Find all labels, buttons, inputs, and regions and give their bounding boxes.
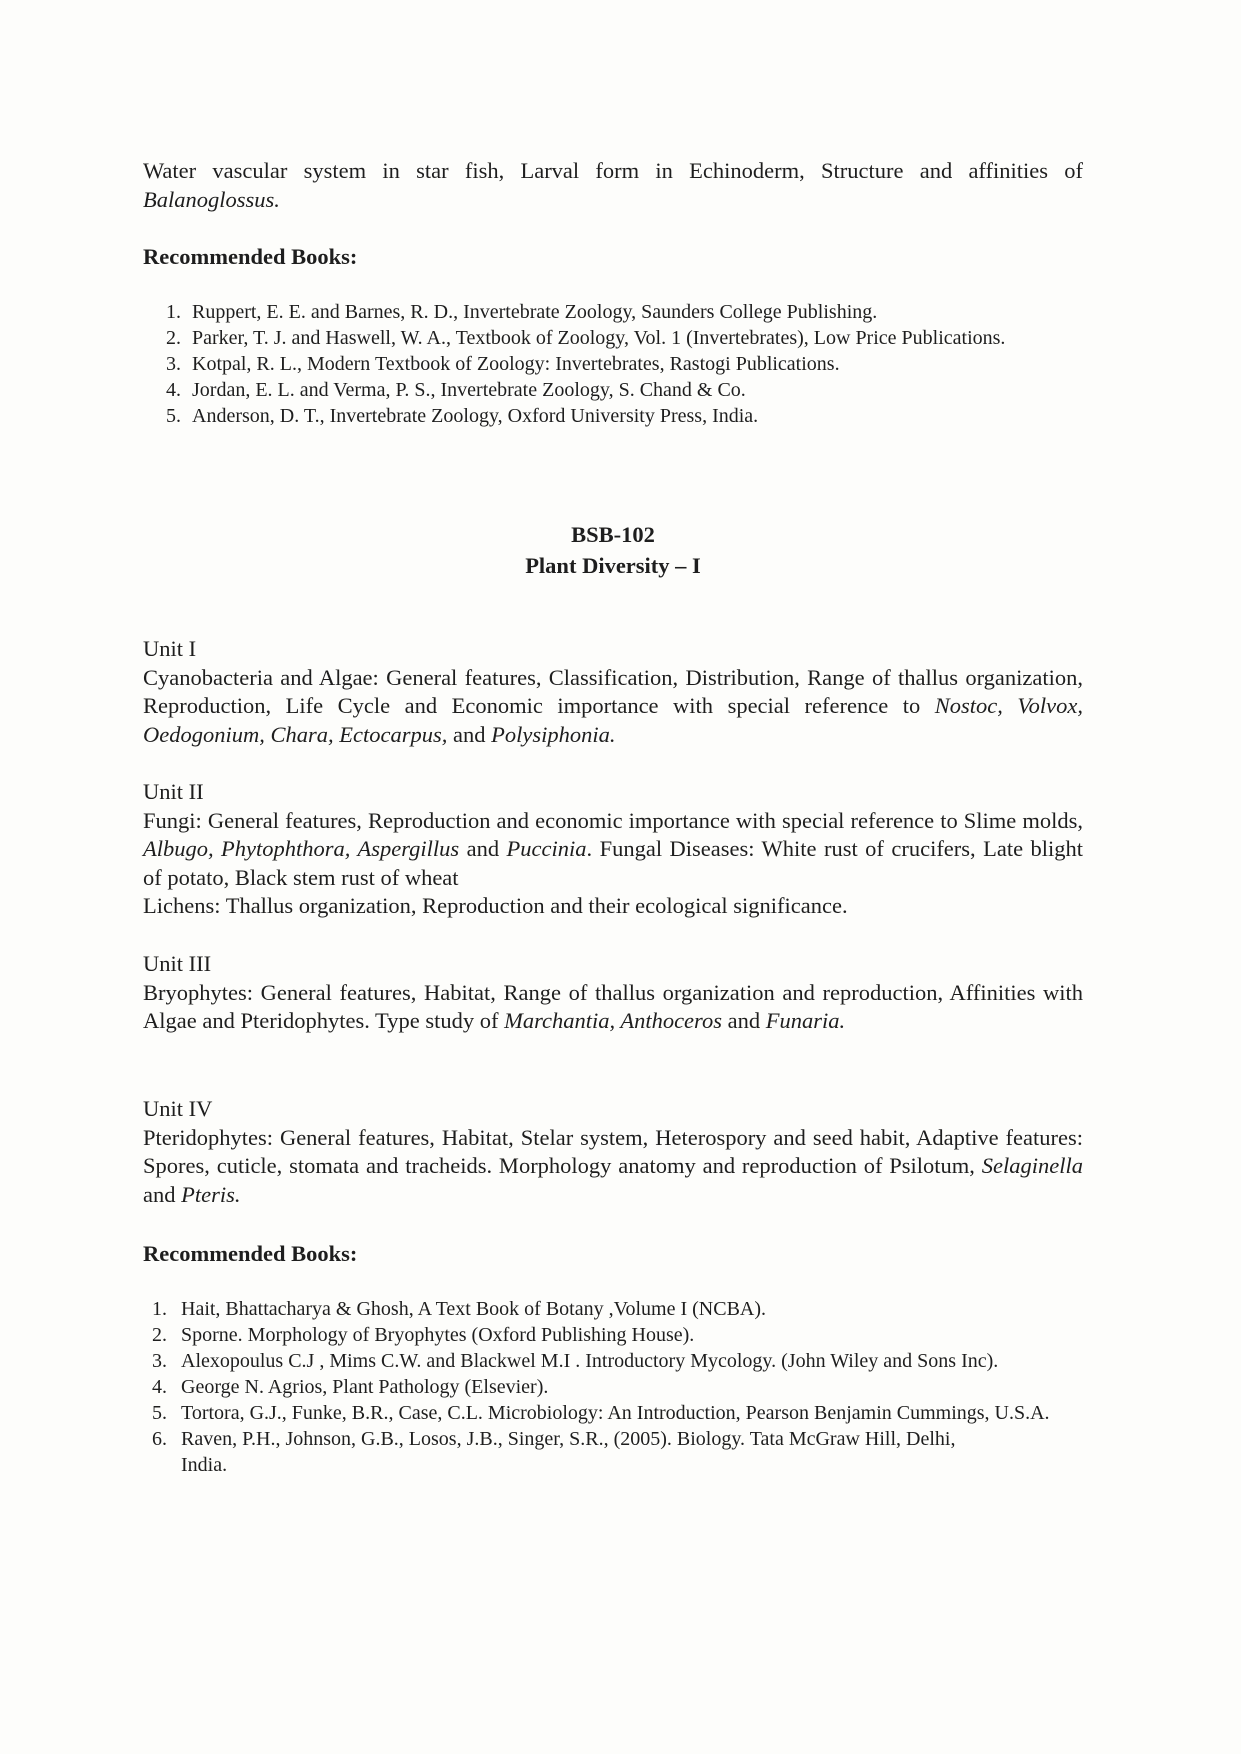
recommended-books-heading-2: Recommended Books:: [143, 1241, 358, 1266]
book-list-2: [143, 1296, 1083, 1478]
list-item: 2. Parker, T. J. and Haswell, W. A., Textbook of Zoology, Vol. 1 (Invertebrates), Low Price Publications.: [166, 327, 1006, 349]
unit-text: Cyanobacteria and Algae: General features, Classification, Distribution, Range of thallus organization, Reproduction, Life Cycle and Economic importance with special reference to Nostoc, Volvox, Oedogonium, Chara, Ectocarpus, and Polysiphonia.: [143, 664, 1083, 747]
list-item: 1. Hait, Bhattacharya & Ghosh, A Text Book of Botany ,Volume I (NCBA).: [152, 1298, 767, 1320]
list-item: 3. Kotpal, R. L., Modern Textbook of Zoology: Invertebrates, Rastogi Publications.: [166, 353, 840, 375]
unit-text: Pteridophytes: General features, Habitat, Stelar system, Heterospory and seed habit, Adaptive features: Spores, cuticle, stomata and tracheids. Morphology anatomy and reproduction of Psilotum, Selaginella and Pteris.: [143, 1124, 1083, 1207]
unit-label: Unit III: [143, 951, 212, 976]
intro-paragraph: Water vascular system in star fish, Larval form in Echinoderm, Structure and affinities of Balanoglossus.: [143, 158, 1083, 212]
course-header: [143, 519, 1083, 581]
course-title: Plant Diversity – I: [525, 553, 701, 578]
unit-text: Fungi: General features, Reproduction and economic importance with special reference to Slime molds, Albugo, Phytophthora, Aspergillus and Puccinia. Fungal Diseases: White rust of crucifers, Late blight of potato, Black stem rust of wheat: [143, 807, 1084, 890]
unit-label: Unit I: [143, 636, 197, 661]
unit-3: [143, 950, 1083, 1036]
list-item: 4. George N. Agrios, Plant Pathology (Elsevier).: [152, 1376, 549, 1398]
course-code: BSB-102: [571, 522, 655, 547]
list-item: 4. Jordan, E. L. and Verma, P. S., Invertebrate Zoology, S. Chand & Co.: [166, 379, 746, 401]
list-item: 5. Anderson, D. T., Invertebrate Zoology, Oxford University Press, India.: [166, 405, 759, 427]
list-item: 2. Sporne. Morphology of Bryophytes (Oxford Publishing House).: [152, 1324, 695, 1346]
unit-1: [143, 635, 1083, 749]
unit-text: Bryophytes: General features, Habitat, Range of thallus organization and reproduction, Affinities with Algae and Pteridophytes. Type study of Marchantia, Anthoceros and Funaria.: [143, 979, 1083, 1033]
unit-2: [143, 778, 1083, 921]
list-item: 1. Ruppert, E. E. and Barnes, R. D., Invertebrate Zoology, Saunders College Publishing.: [166, 301, 878, 323]
recommended-books-heading-1: Recommended Books:: [143, 244, 358, 269]
list-item: 6. Raven, P.H., Johnson, G.B., Losos, J.B., Singer, S.R., (2005). Biology. Tata McGraw Hill, Delhi, India.: [152, 1428, 956, 1476]
lichens-text: Lichens: Thallus organization, Reproduction and their ecological significance.: [143, 893, 848, 918]
unit-label: Unit IV: [143, 1096, 213, 1121]
list-item: 5. Tortora, G.J., Funke, B.R., Case, C.L. Microbiology: An Introduction, Pearson Benjamin Cummings, U.S.A.: [152, 1402, 1050, 1424]
list-item: 3. Alexopoulus C.J , Mims C.W. and Blackwel M.I . Introductory Mycology. (John Wiley and Sons Inc).: [152, 1350, 999, 1372]
intro-italic: Balanoglossus.: [143, 186, 280, 212]
book-list-1: [143, 299, 1083, 429]
unit-label: Unit II: [143, 779, 204, 804]
unit-4: [143, 1095, 1083, 1209]
